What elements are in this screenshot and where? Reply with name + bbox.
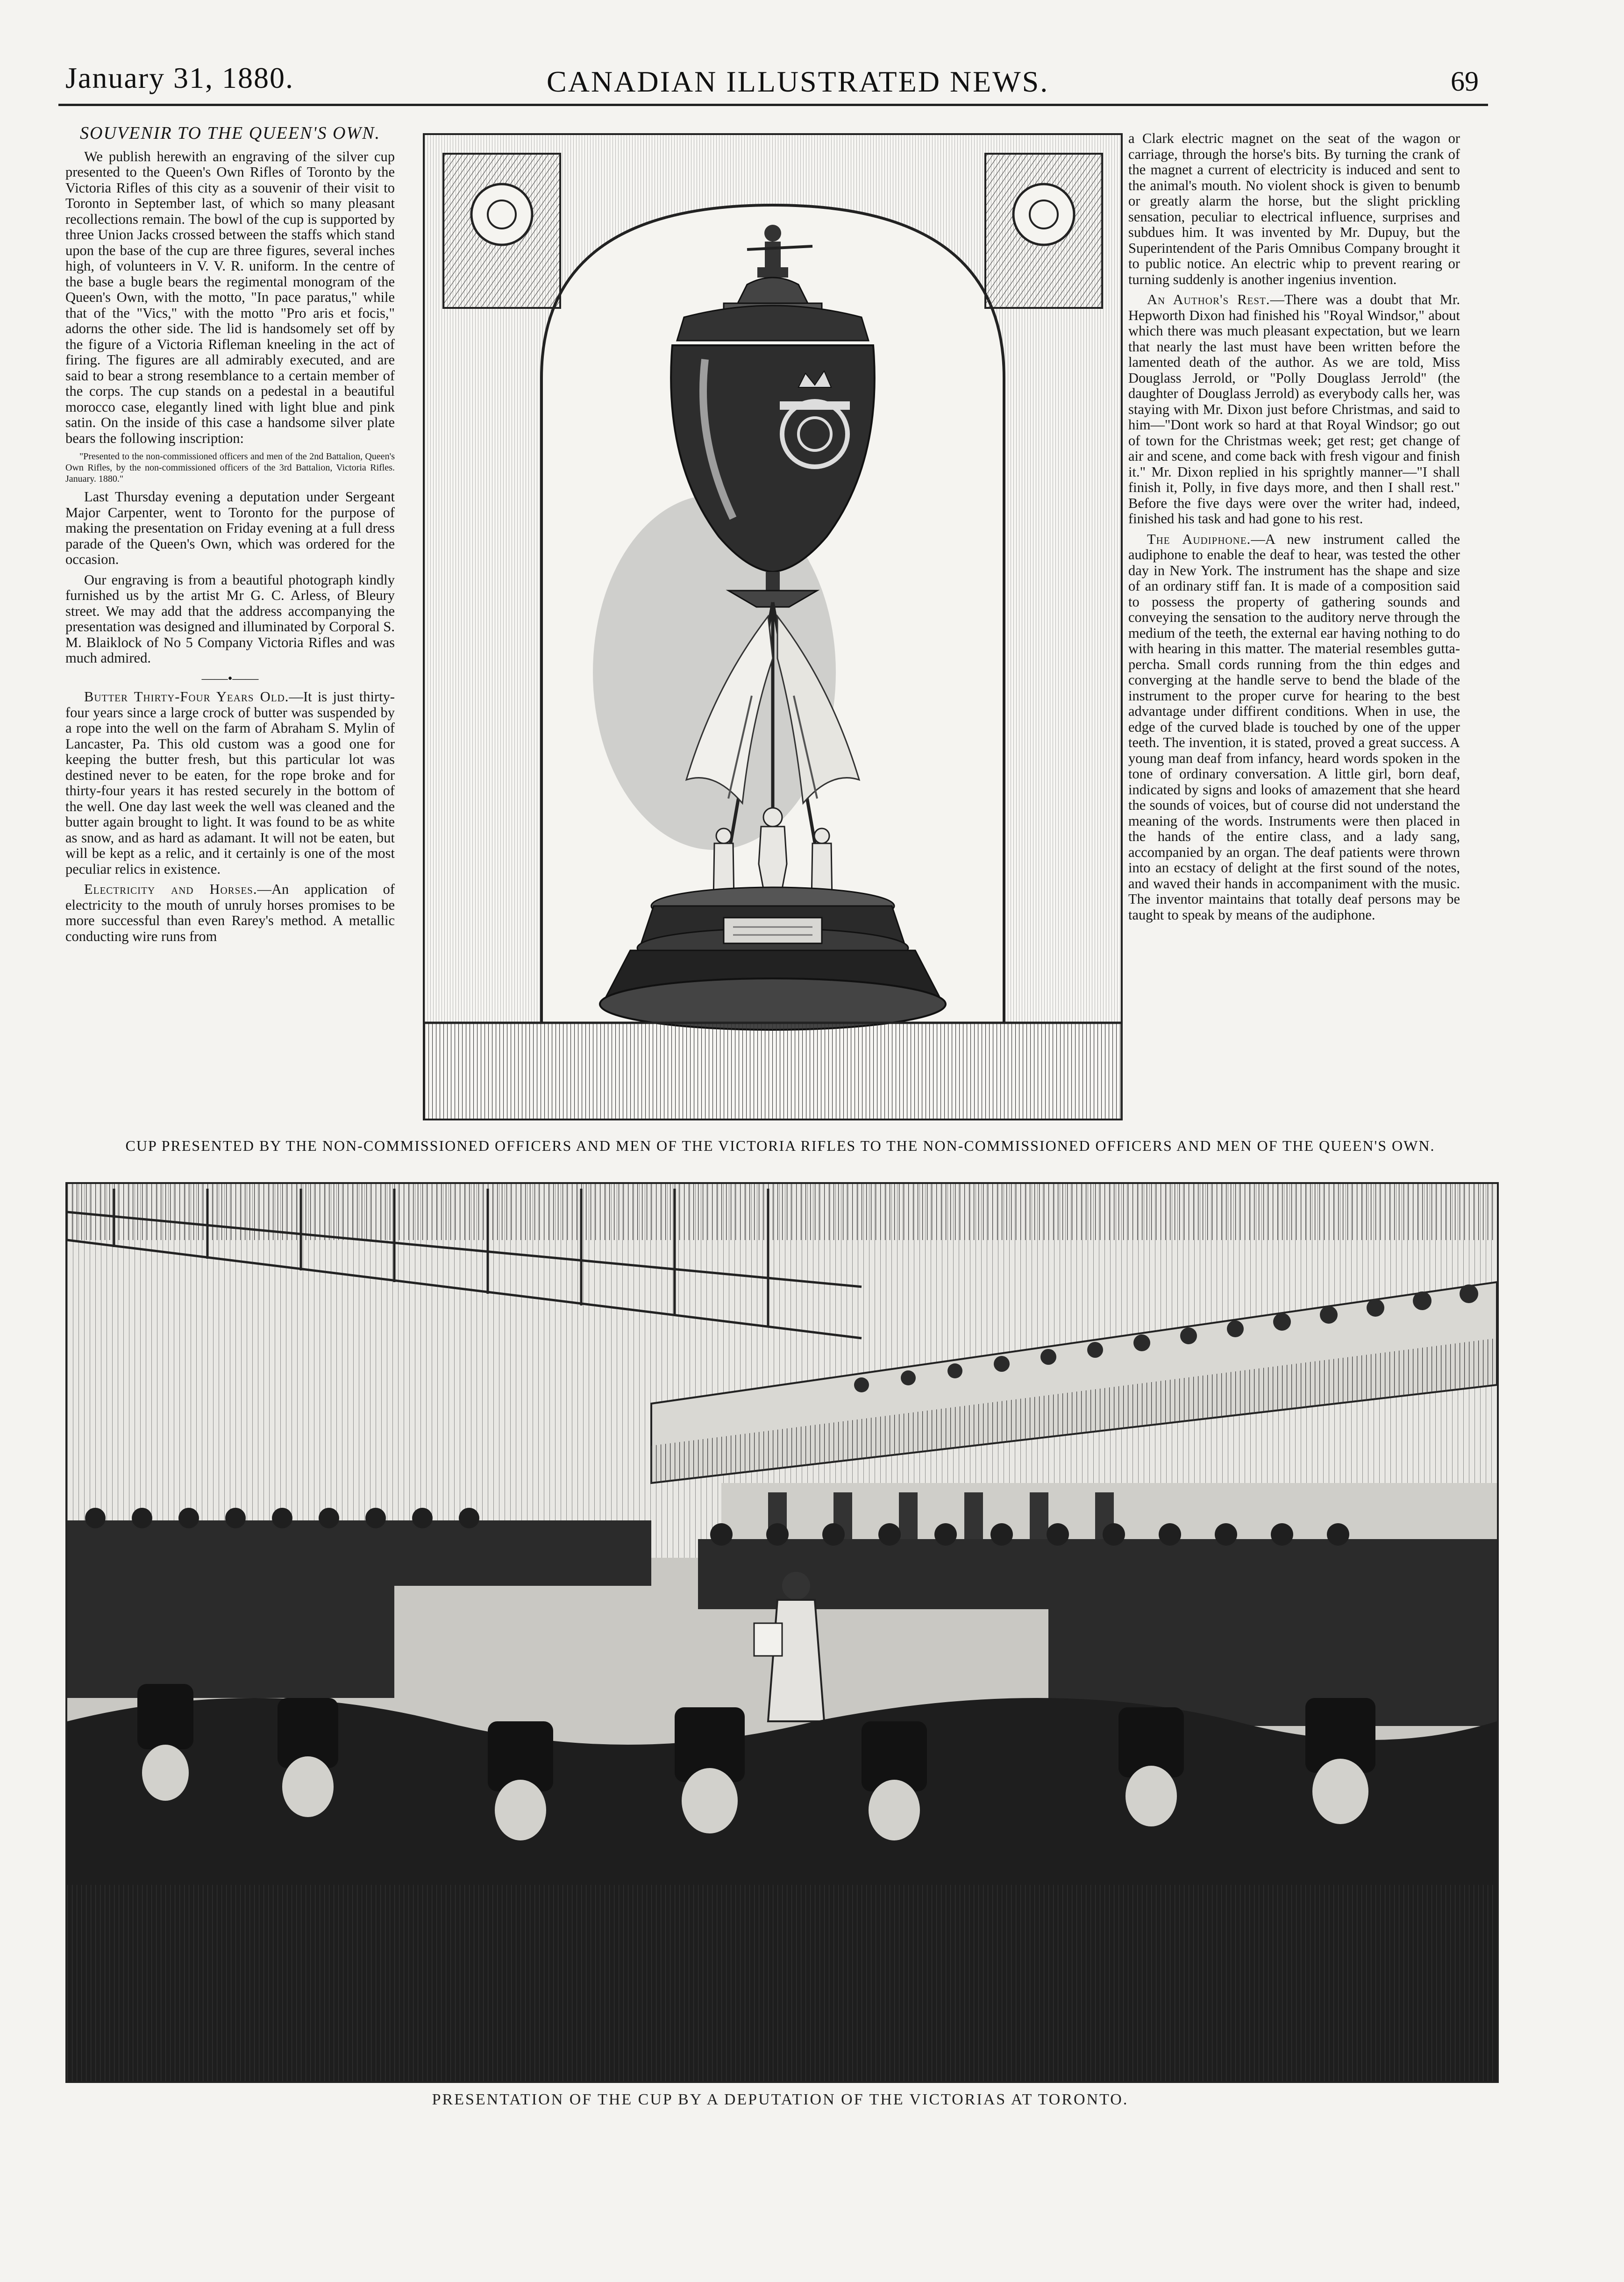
butter-article-heading: Butter Thirty-Four Years Old. (84, 689, 289, 705)
header-date: January 31, 1880. (65, 61, 294, 94)
cup-caption: CUP PRESENTED BY THE NON-COMMISSIONED OFFICERS AND MEN OF THE VICTORIA RIFLES TO THE NON-COMMISSIONED OFFICERS AND MEN OF THE QUEEN'S OWN. (125, 1137, 1435, 1154)
electricity-article-heading: Electricity and Horses. (84, 881, 257, 897)
scene-caption: PRESENTATION OF THE CUP BY A DEPUTATION OF THE VICTORIAS AT TORONTO. (432, 2091, 1129, 2108)
header-title: CANADIAN ILLUSTRATED NEWS. (547, 65, 1049, 98)
butter-article (65, 689, 395, 877)
right-column (1128, 131, 1460, 1117)
author-article-heading: An Author's Rest. (1147, 292, 1270, 307)
section-divider: ——•—— (201, 671, 259, 686)
presentation-engraving (65, 1182, 1499, 2083)
pedestal (600, 887, 946, 1030)
left-column (65, 119, 395, 1119)
header-rule (58, 104, 1488, 106)
electricity-article (65, 882, 395, 944)
electricity-article-body: —An application of electricity to the mouth of unruly horses promises to be more successful than even Rarey's method. A metallic conducting wire runs from (65, 881, 395, 944)
cup-illustration (425, 135, 1121, 1119)
souvenir-paragraph-2: Last Thursday evening a deputation under Sergeant Major Carpenter, went to Toronto for the purpose of making the presentation on Friday evening at a full dress parade of the Queen's Own, which was ordered for the occasion. (65, 489, 395, 567)
author-article (1128, 292, 1460, 527)
souvenir-paragraph-1: We publish herewith an engraving of the silver cup presented to the Queen's Own Rifles of Toronto by the Victoria Rifles of this city as a souvenir of their visit to Toronto in September last, of which so many pleasant recollections remain. The bowl of the cup is supported by three Union Jacks crossed between the staffs which stand upon the base of the cup are three figures, several inches high, of volunteers in V. V. R. uniform. In the centre of the base a bugle bears the regimental monogram of the Queen's Own, with the motto, "In pace paratus," while that of the "Vics," with the motto "Pro aris et focis," adorns the other side. The lid is handsomely set off by the figure of a Victoria Rifleman kneeling in the act of firing. The figures are all admirably executed, and are said to bear a strong resemblance to a certain member of the corps. The cup stands on a pedestal in a beautiful morocco case, elegantly lined with light blue and pink satin. On the inside of this case a handsome silver plate bears the following inscription: (65, 148, 395, 446)
electricity-article-continued: a Clark electric magnet on the seat of the wagon or carriage, through the horse's bits. By turning the crank of the magnet a current of electricity is induced and sent to the animal's mouth. No violent shock is given to benumb or greatly alarm the horse, but the slight prickling sensation, peculiar to electrical influence, surprises and subdues him. It was invented by Mr. Dupuy, but the Superintendent of the Paris Omnibus Company brought it to public notice. An electric whip to prevent rearing or turning suddenly is another ingenius invention. (1128, 131, 1460, 287)
page-number: 69 (1451, 66, 1479, 97)
audiphone-article-body: —A new instrument called the audiphone to enable the deaf to hear, was tested the other day in New York. The instrument has the shape and size of an ordinary stiff fan. It is made of a composition said to possess the property of gathering sounds and conveying the sensation to the auditory nerve through the medium of the teeth, the external ear having nothing to do with hearing in this matter. The material resembles gutta-percha. Small cords running from the thin edges and converging at the handle serve to bend the blade of the instrument to the proper curve for hearing to the best advantage under diffirent conditions. When in use, the edge of the curved blade is touched by one of the upper teeth. The invention, it is stated, proved a great success. A young man deaf from infancy, heard words spoken in the tone of ordinary conversation. A little girl, born deaf, indicated by signs and looks of amazement that she heard the sounds of voices, but of course did not understand the meaning of the words. Instruments were then placed in the hands of the entire class, and a lady sang, accompanied by an organ. The deaf patients were thrown into an ecstacy of delight at the first sound of the notes, and waved their hands in accompaniment with the music. The inventor maintains that totally deaf persons may be taught to speak by means of the audiphone. (1128, 531, 1460, 923)
inscription-text: "Presented to the non-commissioned officers and men of the 2nd Battalion, Queen's Own Rifles, by the non-commissioned officers of the 3rd Battalion, Victoria Rifles. January. 1880." (65, 451, 395, 484)
audiphone-article-heading: The Audiphone. (1147, 531, 1251, 547)
souvenir-paragraph-3: Our engraving is from a beautiful photograph kindly furnished us by the artist Mr G. C. Arless, of Bleury street. We may add that the address accompanying the presentation was designed and illuminated by Corporal S. M. Blaiklock of No 5 Company Victoria Rifles and was much admired. (65, 571, 395, 666)
audiphone-article (1128, 532, 1460, 923)
butter-article-body: —It is just thirty-four years since a large crock of butter was suspended by a rope into the well on the farm of Abraham S. Mylin of Lancaster, Pa. This old custom was a good one for keeping the butter fresh, but this particular lot was destined never to be eaten, for the rope broke and for thirty-four years it has rested securely in the bottom of the well. One day last week the well was cleaned and the butter again brought to light. It was found to be as white as snow, and as hard as adamant. It will not be eaten, but will be kept as a relic, and it certainly is one of the most peculiar relics in existence. (65, 689, 395, 877)
presentation-illustration (67, 1184, 1497, 2081)
article-heading-souvenir: SOUVENIR TO THE QUEEN'S OWN. (80, 123, 380, 143)
cup-engraving (423, 133, 1123, 1120)
author-article-body: —There was a doubt that Mr. Hepworth Dixon had finished his "Royal Windsor," about which there was much pleasant expectation, but we learn that nearly the last must have been written before the lamented death of the author. As we are told, Miss Douglass Jerrold, or "Polly Douglass Jerrold" (the daughter of Douglass Jerrold) as everybody calls her, was staying with Mr. Dixon just before Christmas, and said to him—"Dont work so hard at that Royal Windsor; go out of town for the Christmas week; get rest; get change of air and scene, and come back with fresh vigour and finish it." Mr. Dixon replied in his sprightly manner—"I shall finish it, Polly, in five days more, and then I shall rest." Before the five days were over the writer had, indeed, finished his task and had gone to his rest. (1128, 292, 1460, 527)
